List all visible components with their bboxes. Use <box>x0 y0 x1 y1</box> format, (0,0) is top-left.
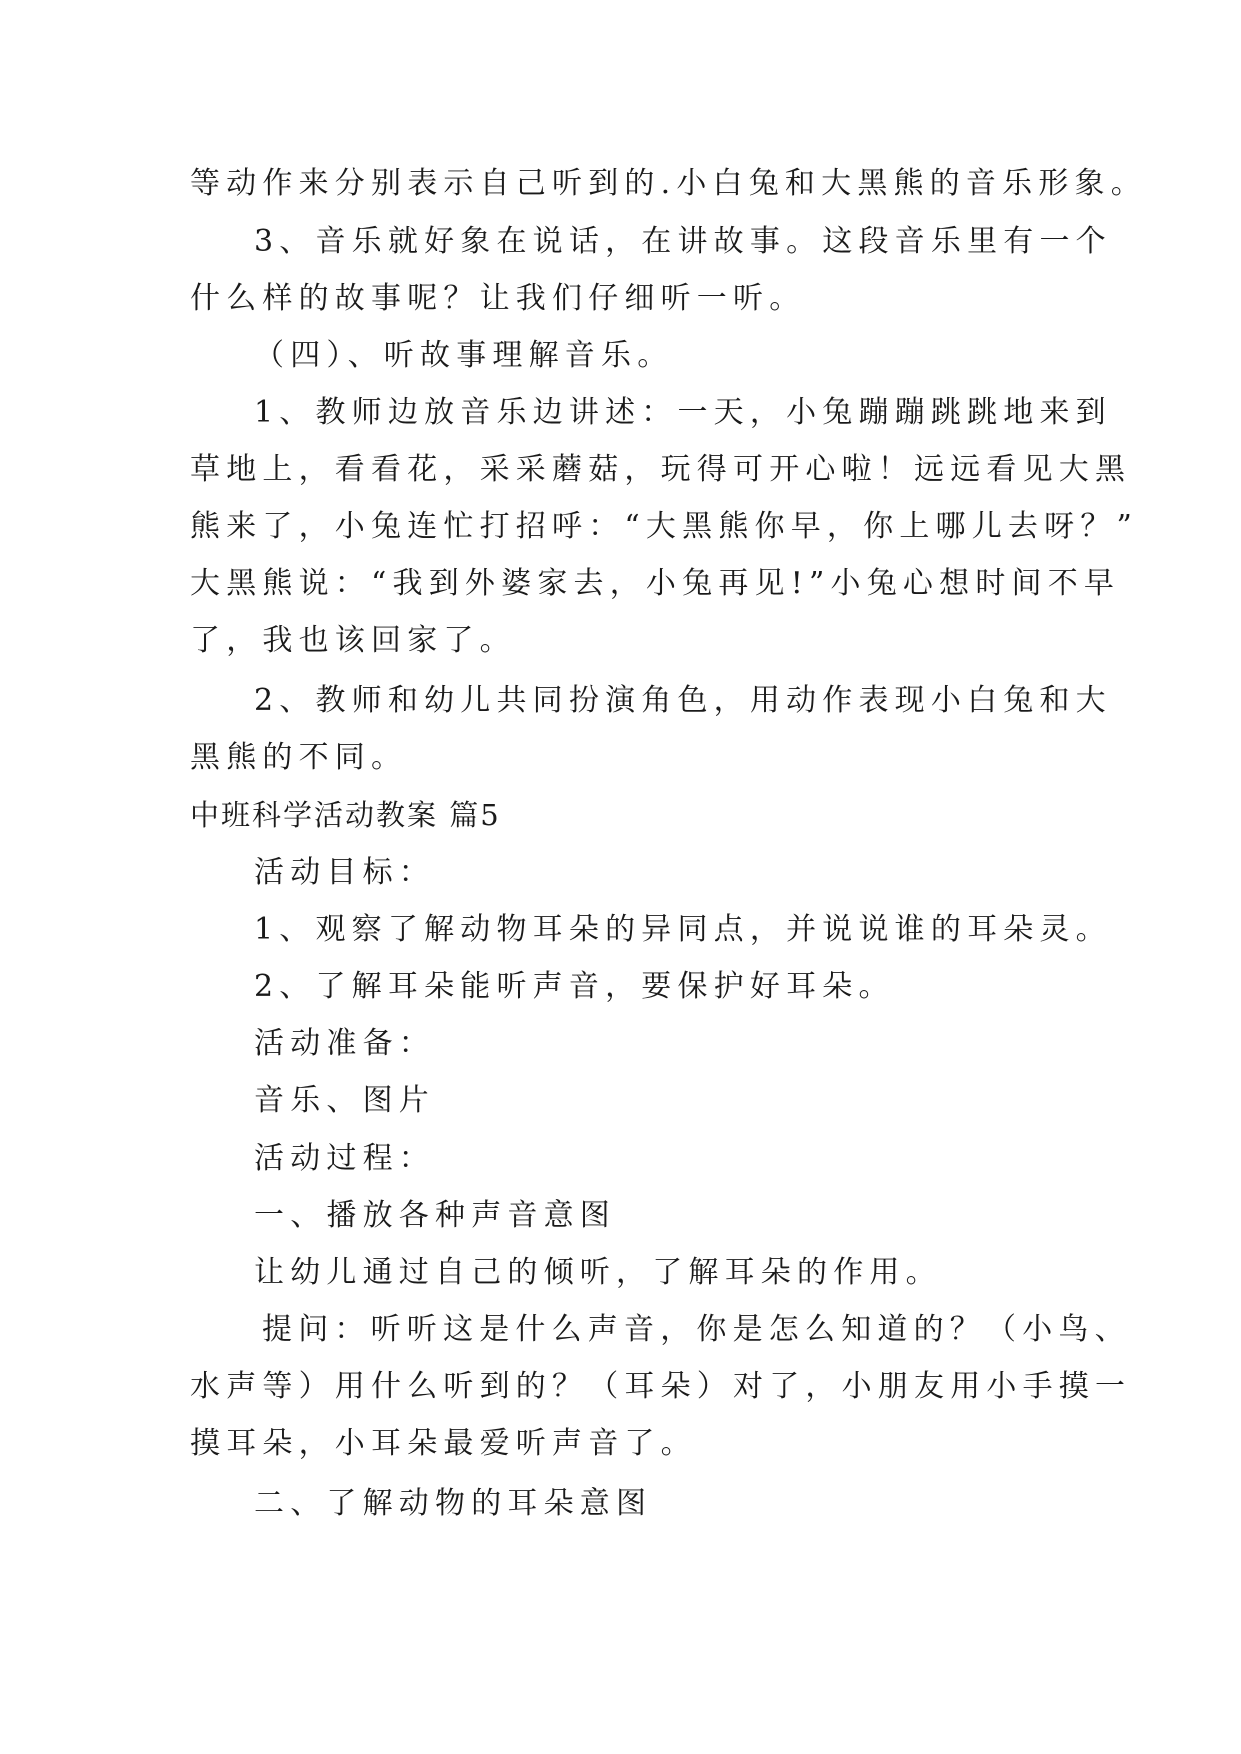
paragraph-line: 活动目标： <box>254 855 435 890</box>
paragraph-line: 1、教师边放音乐边讲述：一天，小兔蹦蹦跳跳地来到 <box>254 395 1112 430</box>
paragraph-line: 一、播放各种声音意图 <box>254 1198 616 1233</box>
paragraph-line: 1、观察了解动物耳朵的异同点，并说说谁的耳朵灵。 <box>254 912 1112 947</box>
paragraph-line: 3、音乐就好象在说话，在讲故事。这段音乐里有一个 <box>254 224 1112 259</box>
paragraph-line: 什么样的故事呢？让我们仔细听一听。 <box>190 281 806 316</box>
paragraph-line: 黑熊的不同。 <box>190 740 408 775</box>
paragraph-line: 大黑熊说：“我到外婆家去，小兔再见!”小兔心想时间不早 <box>190 566 1121 601</box>
paragraph-line: 音乐、图片 <box>254 1083 435 1118</box>
paragraph-line: 水声等）用什么听到的？（耳朵）对了，小朋友用小手摸一 <box>190 1369 1132 1404</box>
paragraph-line: 2、教师和幼儿共同扮演角色，用动作表现小白兔和大 <box>254 683 1112 718</box>
paragraph-line: 草地上，看看花，采采蘑菇，玩得可开心啦！远远看见大黑 <box>190 452 1132 487</box>
paragraph-line: 了，我也该回家了。 <box>190 623 516 658</box>
paragraph-line: 提问：听听这是什么声音，你是怎么知道的？（小鸟、 <box>262 1312 1131 1347</box>
paragraph-line: 摸耳朵，小耳朵最爱听声音了。 <box>190 1426 697 1461</box>
paragraph-line: 活动过程： <box>254 1141 435 1176</box>
paragraph-line: 活动准备： <box>254 1026 435 1061</box>
paragraph-line: 等动作来分别表示自己听到的.小白兔和大黑熊的音乐形象。 <box>190 166 1147 201</box>
paragraph-line: 熊来了，小兔连忙打招呼：“大黑熊你早，你上哪儿去呀？” <box>190 509 1139 544</box>
paragraph-line: （四）、听故事理解音乐。 <box>254 338 674 373</box>
paragraph-line: 让幼儿通过自己的倾听，了解耳朵的作用。 <box>254 1255 942 1290</box>
section-heading: 中班科学活动教案 篇5 <box>190 798 501 832</box>
paragraph-line: 2、了解耳朵能听声音，要保护好耳朵。 <box>254 969 895 1004</box>
paragraph-line: 二、了解动物的耳朵意图 <box>254 1486 653 1521</box>
